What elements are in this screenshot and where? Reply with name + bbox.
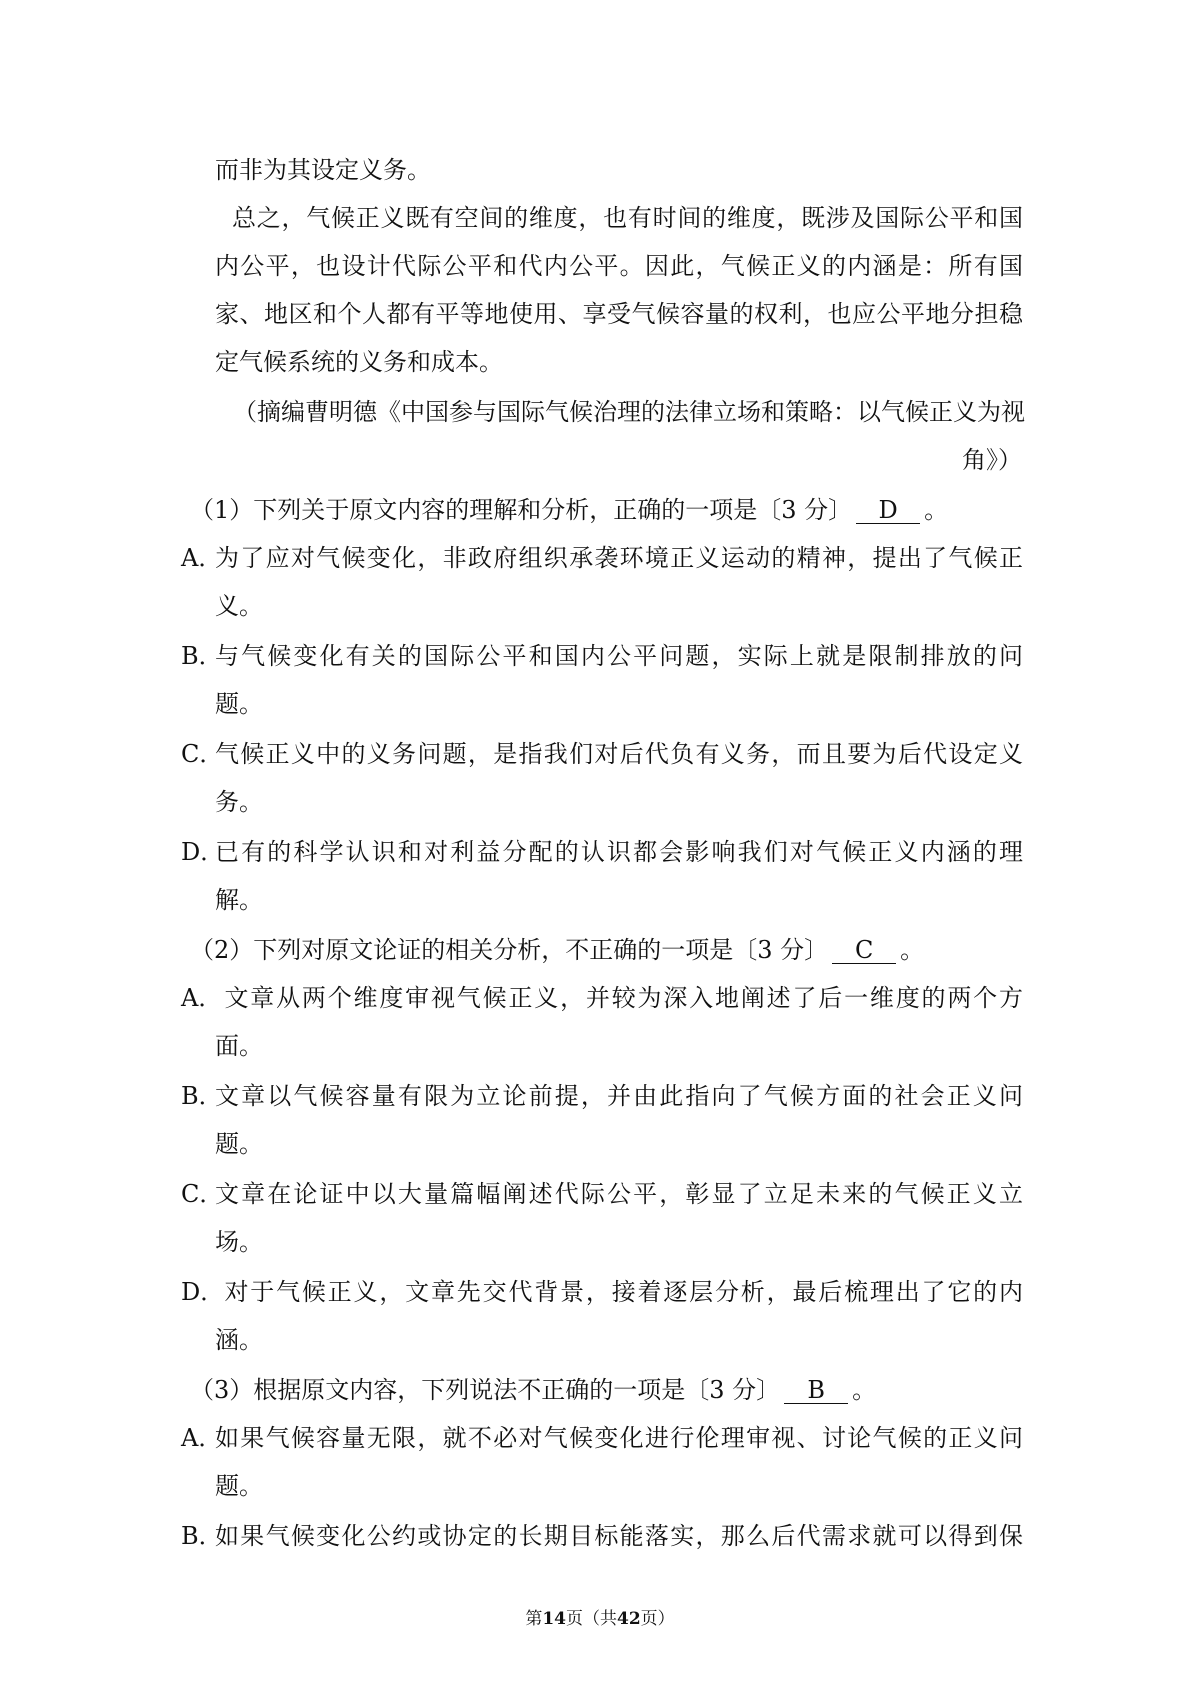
option-a: A． 文章从两个维度审视气候正义，并较为深入地阐述了后一维度的两个方 [181, 984, 1023, 1012]
page-footer: 第14页（共42页） [525, 1609, 675, 1629]
option-c-cont: 场。 [215, 1228, 263, 1256]
option-c-cont: 务。 [215, 788, 263, 816]
option-c: C．气候正义中的义务问题，是指我们对后代负有义务，而且要为后代设定义 [181, 740, 1023, 768]
paragraph-line: 家、地区和个人都有平等地使用、享受气候容量的权利，也应公平地分担稳 [215, 300, 1023, 328]
passage-continuation: 而非为其设定义务。 [215, 156, 431, 184]
answer-blank: C [832, 937, 896, 964]
option-b-cont: 题。 [215, 690, 263, 718]
page-total: 42 [617, 1609, 641, 1629]
paragraph-line: 定气候系统的义务和成本。 [215, 348, 503, 376]
option-d-cont: 解。 [215, 886, 263, 914]
source-citation-end: 角》） [962, 446, 1022, 474]
option-a-cont: 义。 [215, 592, 263, 620]
option-a-cont: 题。 [215, 1472, 263, 1500]
option-d-cont: 涵。 [215, 1326, 263, 1354]
option-d: D．已有的科学认识和对利益分配的认识都会影响我们对气候正义内涵的理 [181, 838, 1023, 866]
page-number: 14 [542, 1609, 566, 1629]
question-3-stem: （3）根据原文内容，下列说法不正确的一项是〔3 分〕 B 。 [190, 1376, 877, 1404]
option-a: A．如果气候容量无限，就不必对气候变化进行伦理审视、讨论气候的正义问 [181, 1424, 1023, 1452]
paragraph-line: 内公平，也设计代际公平和代内公平。因此，气候正义的内涵是：所有国 [215, 252, 1023, 280]
paragraph-line: 总之，气候正义既有空间的维度，也有时间的维度，既涉及国际公平和国 [232, 204, 1023, 232]
option-b: B．与气候变化有关的国际公平和国内公平问题，实际上就是限制排放的问 [181, 642, 1023, 670]
answer-blank: D [856, 497, 920, 524]
answer-blank: B [784, 1377, 848, 1404]
option-d: D． 对于气候正义，文章先交代背景，接着逐层分析，最后梳理出了它的内 [181, 1278, 1023, 1306]
option-b: B．文章以气候容量有限为立论前提，并由此指向了气候方面的社会正义问 [181, 1082, 1023, 1110]
option-a-cont: 面。 [215, 1032, 263, 1060]
option-c: C．文章在论证中以大量篇幅阐述代际公平，彰显了立足未来的气候正义立 [181, 1180, 1023, 1208]
question-2-stem: （2）下列对原文论证的相关分析，不正确的一项是〔3 分〕 C 。 [190, 936, 925, 964]
option-a: A．为了应对气候变化，非政府组织承袭环境正义运动的精神，提出了气候正 [181, 544, 1023, 572]
source-citation: （摘编曹明德《中国参与国际气候治理的法律立场和策略：以气候正义为视 [233, 398, 1025, 426]
option-b-cont: 题。 [215, 1130, 263, 1158]
option-b: B．如果气候变化公约或协定的长期目标能落实，那么后代需求就可以得到保 [181, 1522, 1023, 1550]
question-1-stem: （1）下列关于原文内容的理解和分析，正确的一项是〔3 分〕 D 。 [190, 496, 949, 524]
